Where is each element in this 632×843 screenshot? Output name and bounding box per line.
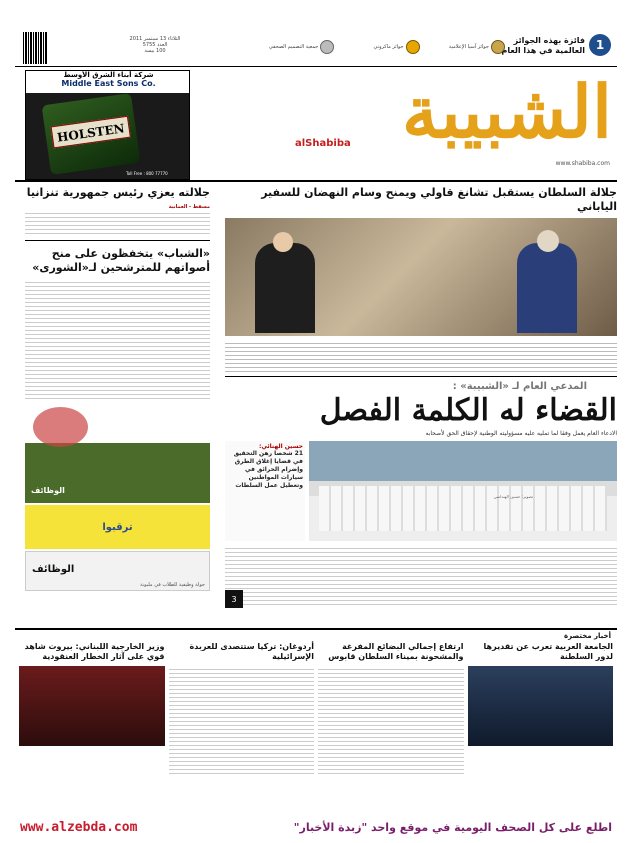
top-bar <box>15 30 617 64</box>
masthead <box>230 68 620 168</box>
headline-youth: «الشباب» يتخفظون على منح أصواتهم للمترشحين لـ«الشورى» <box>32 247 210 274</box>
brief-item: ارتفاع إجمالي البضائع المفرغة والمشحونة بميناء السلطان قابوس <box>318 642 464 812</box>
brief-item: الجامعة العربية تعرب عن تقديرها لدور السلطنة <box>468 642 614 812</box>
ad-company-en: Middle East Sons Co. <box>61 79 156 88</box>
award-badge: جوائز ماكروني <box>340 34 419 60</box>
brief-item: أردوغان: تركيا ستتصدى للعربدة الإسرائيلية <box>169 642 315 812</box>
ad-company-ar: شركة أبناء الشرق الأوسط <box>63 71 154 79</box>
main-headline: القضاء له الكلمة الفصل <box>319 393 617 428</box>
lead-body <box>225 340 617 372</box>
award-icon <box>320 40 334 54</box>
footer-site[interactable]: www.alzebda.com <box>20 820 138 835</box>
bottle-graphic <box>42 93 141 175</box>
caption-label: تصوير: حسين الهنداسي <box>493 494 533 499</box>
holsten-ad <box>25 70 190 180</box>
footer-promo[interactable] <box>0 812 632 843</box>
award-badge: جمعية التصميم الصحفي <box>255 34 334 60</box>
page-ref-badge: 3 <box>225 590 243 608</box>
ad-tollfree: Toll Free : 800 77770 <box>126 171 168 176</box>
sub-kicker: المدعي العام لـ «الشبيبة» : <box>452 381 587 392</box>
date-line: الثلاثاء 13 سبتمبر 2011 العدد 5755 100 بيسة <box>129 36 181 54</box>
award-text: فائزة بهذه الجوائز العالمية في هذا العام <box>501 36 585 55</box>
group-photo <box>309 441 617 541</box>
footer-promo-text[interactable]: اطلع على كل الصحف اليومية في موقع واحد "زبدة الأخبار" <box>293 821 612 834</box>
masthead-logo: الشبيبة <box>402 69 612 154</box>
headline-condolence: جلالته يعزي رئيس جمهورية تنزانيا <box>26 186 210 199</box>
briefs-section <box>15 628 617 818</box>
main-body <box>225 545 617 605</box>
barcode <box>23 32 47 64</box>
main-column <box>225 186 617 626</box>
promo-jobs-label: الوظائف <box>31 486 65 495</box>
masthead-website: www.shabiba.com <box>555 160 610 167</box>
lead-photo <box>225 218 617 336</box>
masthead-logo-en: alShabiba <box>295 138 351 149</box>
award-badge: جوائز آسيا الإعلامية <box>426 34 505 60</box>
promo-jobs-2: الوظائف جولة وظيفية للطلاب في مليونة <box>25 551 210 591</box>
brief-photo <box>19 666 165 746</box>
article-body <box>25 210 210 234</box>
promo-upcoming: ترقبوا <box>25 505 210 549</box>
award-icon <box>406 40 420 54</box>
article-body <box>25 279 210 399</box>
brief-item: وزير الخارجية اللبناني: بيروت شاهد قوي على آثار الخطار العنقودية <box>19 642 165 812</box>
quote-box: حسين الهنائي: 21 شخصا رهن التحقيق في قضايا إغلاق الطرق وإضرام الحرائق في سيارات المواطنين وتعطيل عمل السلطات <box>225 441 305 541</box>
lead-headline: جلالة السلطان يستقبل تشانغ قاولي ويمنح وسام النهضان للسفير الياباني <box>261 186 617 213</box>
deck: الادعاء العام يعمل وفقا لما تمليه عليه مسؤوليته الوطنية لإحقاق الحق لأصحابه <box>425 430 617 437</box>
promo-jobs <box>25 403 210 503</box>
ad-brand: HOLSTEN <box>56 121 126 145</box>
news-label: مسقط - العمانية <box>168 204 210 210</box>
left-column <box>25 186 210 626</box>
award-number-badge: 1 <box>589 34 611 56</box>
briefs-label: أخبار مختصرة <box>563 632 611 640</box>
award-badges <box>255 34 505 60</box>
divider <box>15 180 617 182</box>
brief-photo <box>468 666 614 746</box>
